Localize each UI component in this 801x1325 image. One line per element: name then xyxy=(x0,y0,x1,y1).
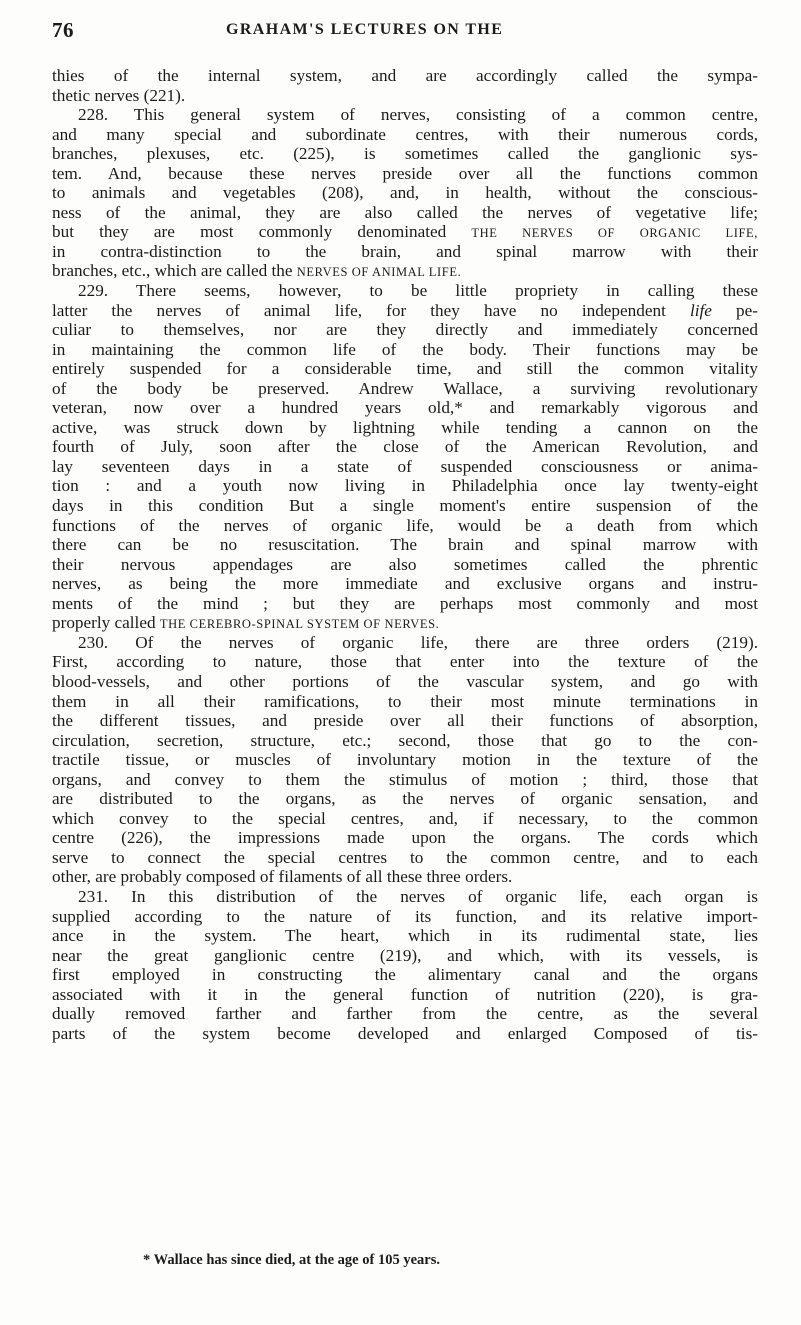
page-number: 76 xyxy=(52,18,74,42)
text-run: properly called xyxy=(52,613,160,633)
text-line: there can be no resuscitation. The brain and spinal marrow with xyxy=(52,535,758,555)
text-line: them in all their ramifications, to their most minute terminations in xyxy=(52,691,758,711)
text-line: dually removed farther and farther from the centre, as the several xyxy=(52,1004,758,1024)
text-line: nerves, as being the more immediate and exclusive organs and instru- xyxy=(52,574,758,594)
text-line: tem. And, because these nerves preside over all the functions common xyxy=(52,163,758,183)
text-line xyxy=(52,222,758,242)
text-line: organs, and convey to them the stimulus of motion ; third, those that xyxy=(52,769,758,789)
text-line: branches, plexuses, etc. (225), is sometimes called the ganglionic sys- xyxy=(52,144,758,164)
text-line: 228. This general system of nerves, consisting of a common centre, xyxy=(78,105,758,125)
text-line xyxy=(52,261,758,281)
text-line: entirely suspended for a considerable time, and still the common vitality xyxy=(52,359,758,379)
text-line: circulation, secretion, structure, etc.; second, those that go to the con- xyxy=(52,730,758,750)
text-line: other, are probably composed of filaments of all these three orders. xyxy=(52,867,513,887)
text-line: lay seventeen days in a state of suspended consciousness or anima- xyxy=(52,456,758,476)
text-line: the different tissues, and preside over all their functions of absorption, xyxy=(52,711,758,731)
text-line: tractile tissue, or muscles of involuntary motion in the texture of the xyxy=(52,750,758,770)
text-line: veteran, now over a hundred years old,* and remarkably vigorous and xyxy=(52,398,758,418)
small-caps-phrase: THE NERVES OF ORGANIC LIFE, xyxy=(471,226,758,241)
footnote: * Wallace has since died, at the age of 105 years. xyxy=(143,1252,440,1268)
text-run: latter the nerves of animal life, for they have no independent xyxy=(52,300,690,320)
text-line: thetic nerves (221). xyxy=(52,85,186,105)
text-line: are distributed to the organs, as the nerves of organic sensation, and xyxy=(52,789,758,809)
text-line: supplied according to the nature of its function, and its relative import- xyxy=(52,906,758,926)
text-line: first employed in constructing the alimentary canal and the organs xyxy=(52,965,758,985)
body-text xyxy=(52,66,758,1043)
text-line: thies of the internal system, and are accordingly called the sympa- xyxy=(52,66,758,85)
text-line: ness of the animal, they are also called the nerves of vegetative life; xyxy=(52,202,758,222)
text-line: near the great ganglionic centre (219), and which, with its vessels, is xyxy=(52,945,758,965)
text-run: branches, etc., which are called the xyxy=(52,261,297,281)
text-line xyxy=(52,613,758,633)
text-line: active, was struck down by lightning while tending a cannon on the xyxy=(52,417,758,437)
text-line xyxy=(52,301,758,321)
small-caps-phrase: NERVES OF ANIMAL LIFE. xyxy=(296,265,462,280)
text-line: 230. Of the nerves of organic life, there are three orders (219). xyxy=(78,632,758,652)
italic-word: life xyxy=(689,300,712,320)
text-run: pe- xyxy=(711,300,758,320)
text-line: 229. There seems, however, to be little propriety in calling these xyxy=(78,281,758,301)
running-head xyxy=(52,18,758,48)
text-line: and many special and subordinate centres, with their numerous cords, xyxy=(52,124,758,144)
text-line: to animals and vegetables (208), and, in health, without the conscious- xyxy=(52,183,758,203)
text-line: serve to connect the special centres to the common centre, and to each xyxy=(52,847,758,867)
text-line: which convey to the special centres, and, if necessary, to the common xyxy=(52,808,758,828)
text-line: tion : and a youth now living in Philadelphia once lay twenty-eight xyxy=(52,476,758,496)
text-line: associated with it in the general function of nutrition (220), is gra- xyxy=(52,984,758,1004)
text-line: ments of the mind ; but they are perhaps most commonly and most xyxy=(52,593,758,613)
text-line: parts of the system become developed and enlarged Composed of tis- xyxy=(52,1023,758,1043)
text-line: First, according to nature, those that enter into the texture of the xyxy=(52,652,758,672)
text-line: days in this condition But a single moment's entire suspension of the xyxy=(52,496,758,516)
text-run: but they are most commonly denominated xyxy=(52,222,472,242)
running-title: GRAHAM'S LECTURES ON THE xyxy=(226,21,504,38)
text-line: ance in the system. The heart, which in its rudimental state, lies xyxy=(52,926,758,946)
small-caps-phrase: THE CEREBRO-SPINAL SYSTEM OF NERVES. xyxy=(159,617,440,632)
text-line: of the body be preserved. Andrew Wallace, a surviving revolutionary xyxy=(52,378,758,398)
text-line: their nervous appendages are also sometimes called the phrentic xyxy=(52,554,758,574)
text-line: in maintaining the common life of the body. Their functions may be xyxy=(52,339,758,359)
text-line: in contra-distinction to the brain, and spinal marrow with their xyxy=(52,241,758,261)
text-line: centre (226), the impressions made upon the organs. The cords which xyxy=(52,828,758,848)
text-line: functions of the nerves of organic life, would be a death from which xyxy=(52,515,758,535)
text-line: fourth of July, soon after the close of the American Revolution, and xyxy=(52,437,758,457)
text-line: 231. In this distribution of the nerves of organic life, each organ is xyxy=(78,886,758,906)
text-line: culiar to themselves, nor are they directly and immediately concerned xyxy=(52,320,758,340)
text-line: blood-vessels, and other portions of the vascular system, and go with xyxy=(52,671,758,691)
